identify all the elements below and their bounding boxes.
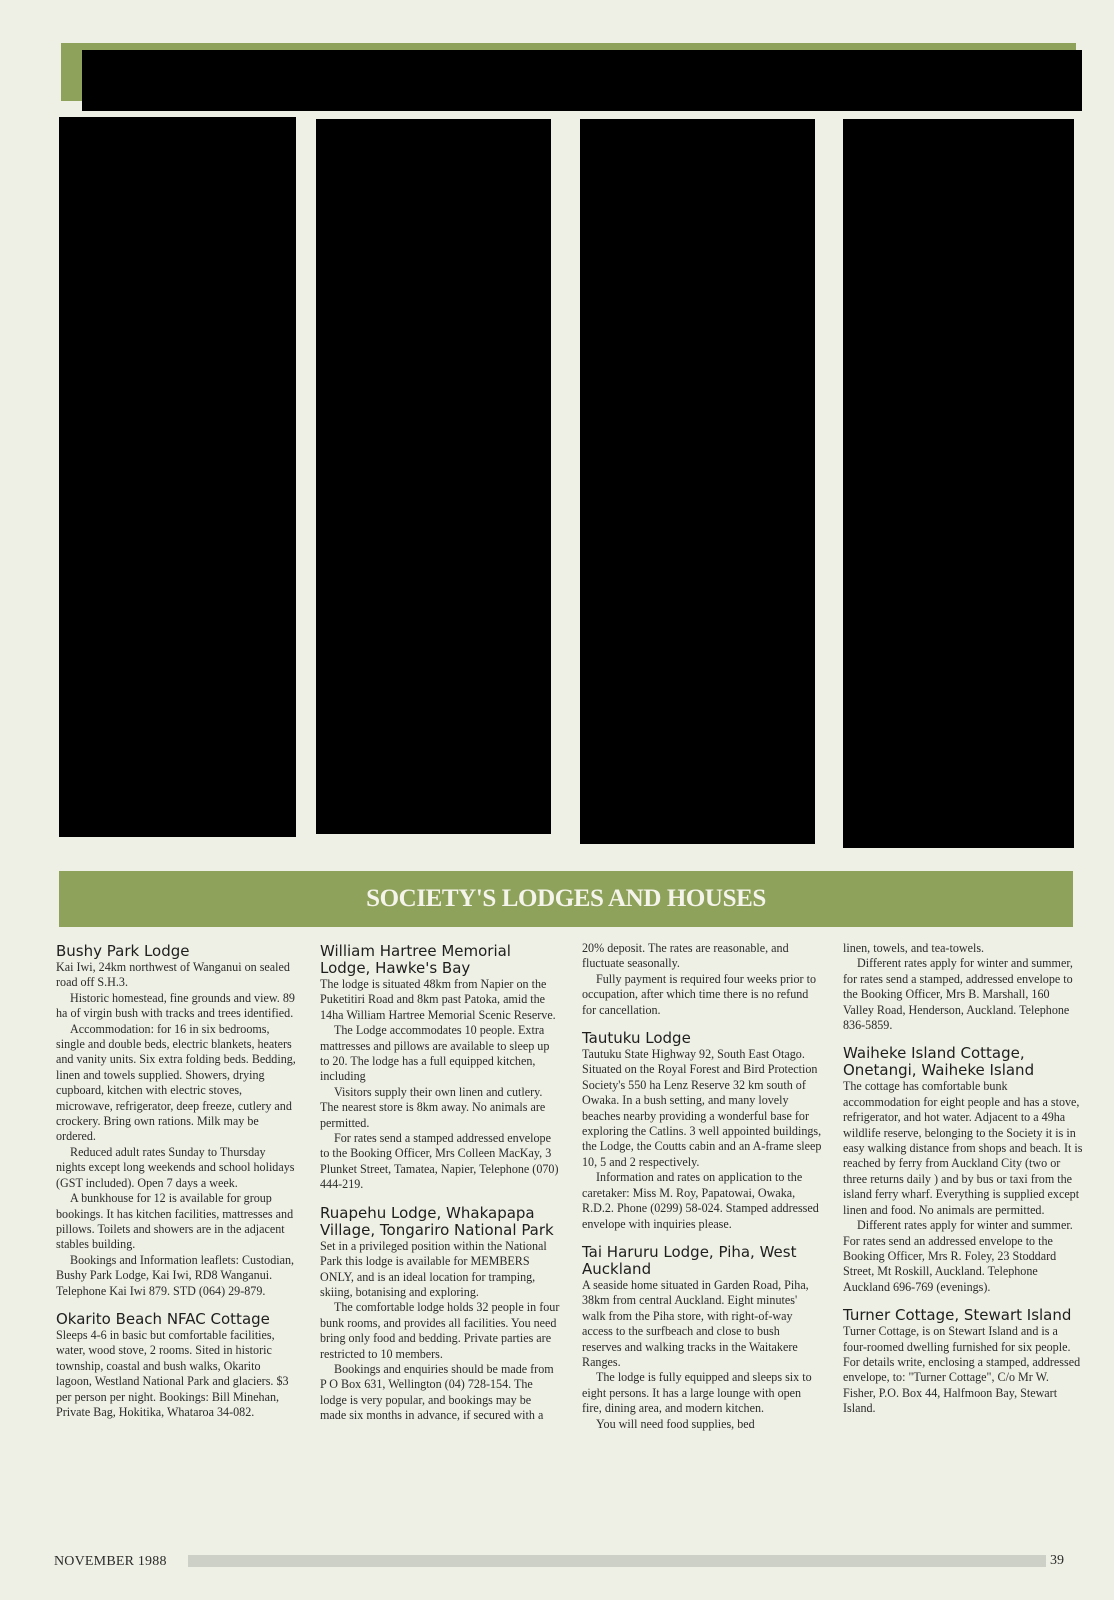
- lodge-paragraph: The lodge is situated 48km from Napier on the Puketitiri Road and 8km past Patoka, amid the 14ha William Hartree Memorial Scenic Reserve.: [320, 977, 556, 1022]
- lodge-paragraph: The cottage has comfortable bunk accommodation for eight people and has a stove, refrigerator, and hot water. Adjacent to a 49ha wildlife reserve, belonging to the Society it is in easy walking distance from shops and beach. It is reached by ferry from Auckland City (two or three returns daily ) and by bus or taxi from the island ferry wharf. Everything is supplied except linen and food. No animals are permitted.: [843, 1079, 1083, 1217]
- lodge-entry: [843, 1307, 1083, 1416]
- lodge-paragraph: Accommodation: for 16 in six bedrooms, single and double beds, electric blankets, heaters and vanity units. Six extra folding beds. Bedding, linen and towels supplied. Showers, drying cupboard, kitchen with electric stoves, microwave, refrigerator, deep freeze, cutlery and crockery. Bring own rations. Milk may be ordered.: [56, 1021, 296, 1144]
- lodge-paragraph: Sleeps 4-6 in basic but comfortable facilities, water, wood stove, 2 rooms. Sited in historic township, coastal and bush walks, Okarito lagoon, Westland National Park and glaciers. $3 per person per night. Bookings: Bill Minehan, Private Bag, Hokitika, Whataroa 34-082.: [56, 1327, 289, 1419]
- lodge-heading: Bushy Park Lodge: [56, 942, 190, 960]
- lodge-paragraph: Visitors supply their own linen and cutlery. The nearest store is 8km away. No animals are permitted.: [320, 1084, 546, 1130]
- lodge-paragraph: Tautuku State Highway 92, South East Otago. Situated on the Royal Forest and Bird Protection Society's 550 ha Lenz Reserve 32 km south of Owaka. In a bush setting, and many lovely beaches nearby providing a wonderful base for exploring the Catlins. 3 well appointed buildings, the Lodge, the Coutts cabin and an A-frame sleep 10, 5 and 2 respectively.: [582, 1047, 822, 1169]
- text-column-2: [320, 941, 560, 1436]
- photo-3: [580, 119, 815, 844]
- footer-issue-date: NOVEMBER 1988: [54, 1554, 167, 1569]
- lodge-entry: [56, 943, 296, 1299]
- page-number: 39: [1050, 1553, 1064, 1568]
- text-column-3: [582, 941, 822, 1444]
- lodge-entry: [320, 1205, 560, 1424]
- lodge-paragraph: Different rates apply for winter and summer, for rates send a stamped, addressed envelope to the Booking Officer, Mrs B. Marshall, 160 Valley Road, Henderson, Auckland. Telephone 836-5859.: [843, 956, 1073, 1033]
- lodge-paragraph: 20% deposit. The rates are reasonable, and fluctuate seasonally.: [582, 941, 789, 971]
- photo-1: [59, 117, 296, 837]
- lodge-paragraph: You will need food supplies, bed: [596, 1416, 755, 1431]
- lodge-entry: [320, 943, 560, 1193]
- lodge-paragraph: The Lodge accommodates 10 people. Extra mattresses and pillows are available to sleep up to 20. The lodge has a full equipped kitchen, including: [320, 1023, 550, 1084]
- lodge-heading: Okarito Beach NFAC Cottage: [56, 1309, 270, 1328]
- lodge-paragraph: Bookings and Information leaflets: Custodian, Bushy Park Lodge, Kai Iwi, RD8 Wanganui. Telephone Kai Iwi 879. STD (064) 29-879.: [56, 1252, 295, 1298]
- lodge-entry: [56, 1311, 296, 1420]
- lodge-entry: [582, 1244, 822, 1432]
- lodge-heading: Tautuku Lodge: [582, 1029, 691, 1048]
- lodge-paragraph: Different rates apply for winter and summer. For rates send an addressed envelope to the Booking Officer, Mrs R. Foley, 23 Stoddard Street, Mt Roskill, Auckland. Telephone Auckland 696-769 (evenings).: [843, 1218, 1073, 1294]
- lodge-heading: William Hartree Memorial Lodge, Hawke's Bay: [320, 942, 511, 977]
- lodge-paragraph: linen, towels, and tea-towels.: [843, 941, 985, 955]
- text-column-1: [56, 941, 296, 1432]
- lodge-paragraph: Historic homestead, fine grounds and view. 89 ha of virgin bush with tracks and trees identified.: [56, 990, 295, 1021]
- lodge-entry: [843, 1045, 1083, 1295]
- lodge-paragraph: A bunkhouse for 12 is available for group bookings. It has kitchen facilities, mattresses and pillows. Toilets and showers are in the adjacent stables building.: [56, 1191, 294, 1252]
- photo-2: [316, 119, 551, 834]
- lodge-paragraph: Bookings and enquiries should be made from P O Box 631, Wellington (04) 728-154. The lodge is very popular, and bookings may be made six months in advance, if secured with a: [320, 1361, 554, 1423]
- section-banner: [59, 871, 1073, 927]
- lodge-entry: [582, 1030, 822, 1232]
- lodge-paragraph: The comfortable lodge holds 32 people in four bunk rooms, and provides all facilities. You need bring only food and bedding. Private parties are restricted to 10 members.: [320, 1300, 560, 1361]
- footer-rule: [188, 1555, 1046, 1567]
- lodge-paragraph: Reduced adult rates Sunday to Thursday nights except long weekends and school holidays (GST included). Open 7 days a week.: [56, 1144, 295, 1190]
- lodge-entry-continued: [582, 941, 822, 1018]
- lodge-entry-continued: [843, 941, 1083, 1033]
- lodge-paragraph: Set in a privileged position within the National Park this lodge is available for MEMBERS ONLY, and is an ideal location for tramping, skiing, botanising and exploring.: [320, 1238, 547, 1299]
- lodge-paragraph: Information and rates on application to the caretaker: Miss M. Roy, Papatowai, Owaka, R.D.2. Phone (0299) 58-024. Stamped addressed envelope with inquiries please.: [582, 1170, 819, 1231]
- redacted-title-bar: [82, 50, 1082, 111]
- lodge-paragraph: Fully payment is required four weeks prior to occupation, after which time there is no refund for cancellation.: [582, 971, 816, 1017]
- lodge-heading: Waiheke Island Cottage, Onetangi, Waiheke Island: [843, 1044, 1035, 1080]
- lodge-paragraph: A seaside home situated in Garden Road, Piha, 38km from central Auckland. Eight minutes' walk from the Piha store, with right-of-way access to the surfbeach and close to bush reserves and walking tracks in the Waitakere Ranges.: [582, 1277, 809, 1369]
- lodge-paragraph: Turner Cottage, is on Stewart Island and is a four-roomed dwelling furnished for six people. For details write, enclosing a stamped, addressed envelope, to: "Turner Cottage", C/o Mr W. Fisher, P.O. Box 44, Halfmoon Bay, Stewart Island.: [843, 1324, 1081, 1416]
- lodge-heading: Ruapehu Lodge, Whakapapa Village, Tongariro National Park: [320, 1203, 554, 1239]
- photo-4: [843, 119, 1074, 848]
- lodge-paragraph: The lodge is fully equipped and sleeps six to eight persons. It has a large lounge with open fire, dining area, and modern kitchen.: [582, 1370, 812, 1416]
- section-title: SOCIETY'S LODGES AND HOUSES: [366, 885, 766, 912]
- lodge-heading: Turner Cottage, Stewart Island: [843, 1306, 1072, 1325]
- lodge-paragraph: For rates send a stamped addressed envelope to the Booking Officer, Mrs Colleen MacKay, 3 Plunket Street, Tamatea, Napier, Telephone (070) 444-219.: [320, 1131, 559, 1192]
- lodge-heading: Tai Haruru Lodge, Piha, West Auckland: [582, 1242, 797, 1278]
- text-column-4: [843, 941, 1083, 1429]
- lodge-paragraph: Kai Iwi, 24km northwest of Wanganui on sealed road off S.H.3.: [56, 960, 290, 990]
